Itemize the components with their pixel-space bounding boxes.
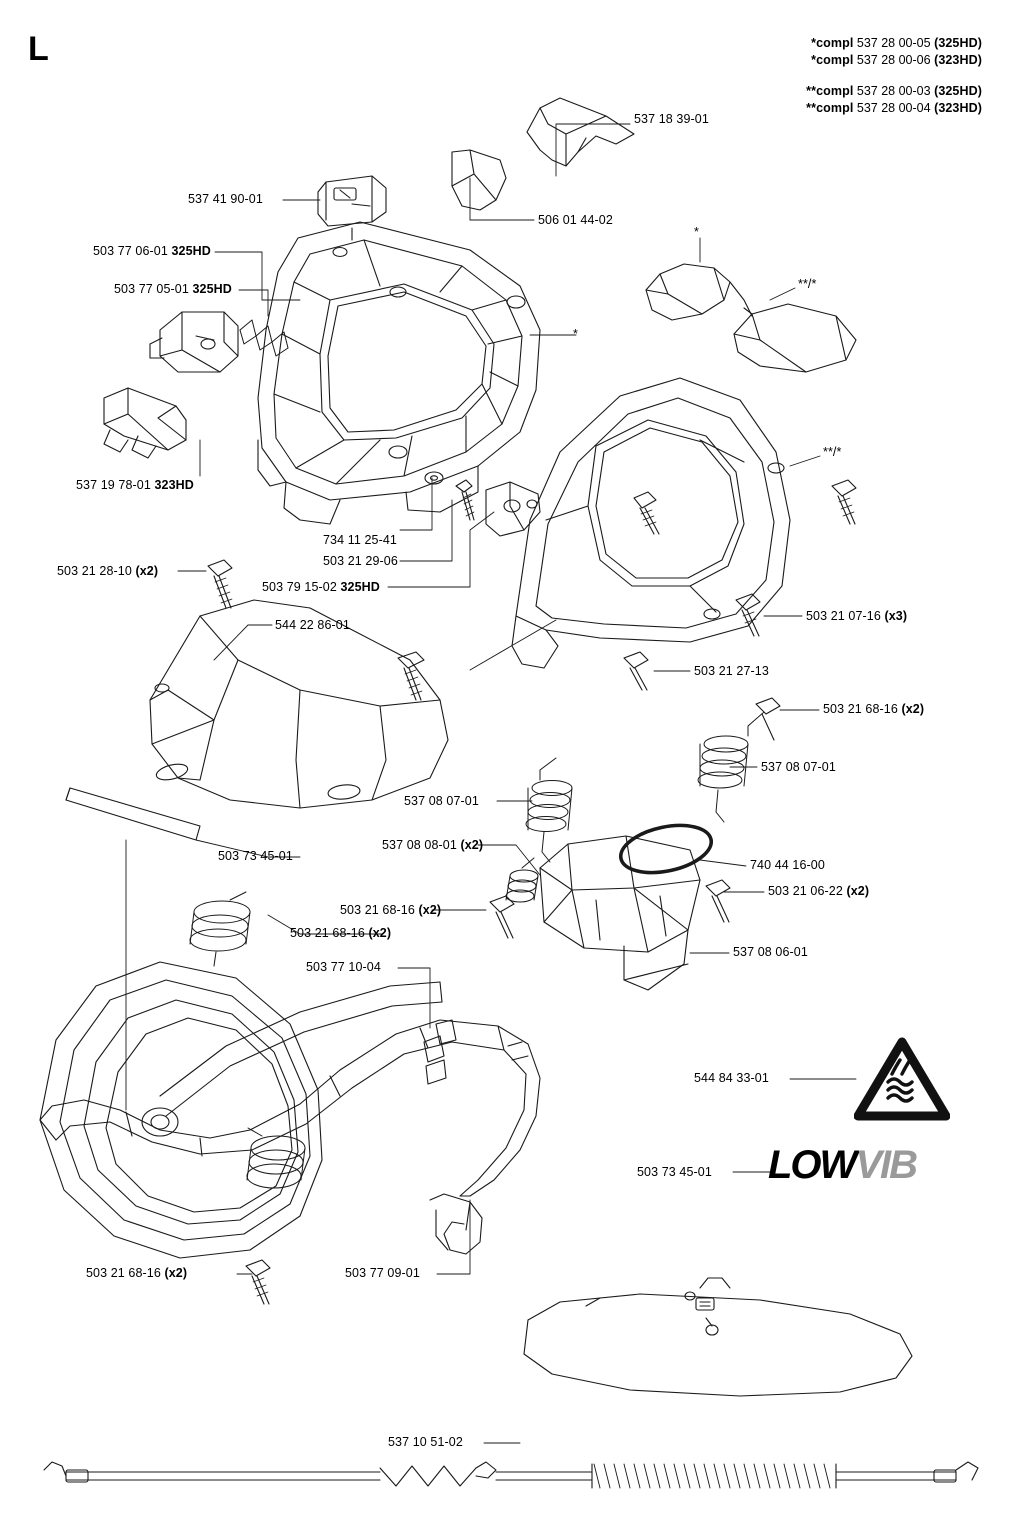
part-label-503-21-28-10: 503 21 28-10 (x2): [57, 564, 159, 578]
hot-surface-warning-decal: [854, 1036, 950, 1122]
annotation-asterisk-3: **/*: [798, 277, 817, 291]
part-label-503-77-09-01: 503 77 09-01: [345, 1266, 420, 1280]
part-label-503-73-45-01-decal: 503 73 45-01: [218, 849, 293, 863]
header-model-1: (325HD): [934, 36, 982, 50]
part-label-503-79-15-02: 503 79 15-02 325HD: [262, 580, 380, 594]
header-line-1: [811, 36, 982, 50]
header-line-3: [806, 84, 982, 98]
lowvib-decal: [768, 1143, 958, 1187]
part-label-503-77-05-01: 503 77 05-01 325HD: [114, 282, 232, 296]
annotation-asterisk-4: **/*: [823, 445, 842, 459]
header-prefix-4: **compl: [806, 101, 854, 115]
part-label-537-08-07-01-right: 537 08 07-01: [761, 760, 836, 774]
header-number-2: 537 28 00-06: [856, 53, 931, 67]
header-model-2: (323HD): [934, 53, 982, 67]
part-label-503-21-27-13: 503 21 27-13: [694, 664, 769, 678]
part-label-503-21-07-16: 503 21 07-16 (x3): [806, 609, 908, 623]
annotation-asterisk-2: *: [694, 225, 699, 239]
part-label-544-22-86-01: 544 22 86-01: [275, 618, 350, 632]
header-model-4: (323HD): [934, 101, 982, 115]
part-label-503-21-06-22: 503 21 06-22 (x2): [768, 884, 870, 898]
part-label-537-08-06-01: 537 08 06-01: [733, 945, 808, 959]
part-label-537-41-90-01: 537 41 90-01: [188, 192, 263, 206]
header-line-4: [806, 101, 982, 115]
header-number-3: 537 28 00-03: [856, 84, 931, 98]
part-label-503-77-06-01: 503 77 06-01 325HD: [93, 244, 211, 258]
part-label-544-84-33-01: 544 84 33-01: [694, 1071, 769, 1085]
section-letter: L: [28, 30, 49, 68]
part-label-537-10-51-02: 537 10 51-02: [388, 1435, 463, 1449]
part-label-503-73-45-01-lowvib: 503 73 45-01: [637, 1165, 712, 1179]
annotation-asterisk-1: *: [573, 327, 578, 341]
header-prefix-1: *compl: [811, 36, 854, 50]
part-label-506-01-44-02: 506 01 44-02: [538, 213, 613, 227]
part-label-537-08-08-01: 537 08 08-01 (x2): [382, 838, 484, 852]
header-line-2: [811, 53, 982, 67]
part-label-503-21-29-06: 503 21 29-06: [323, 554, 398, 568]
lowvib-low-text: LOW: [768, 1143, 856, 1187]
part-label-503-21-68-16-c: 503 21 68-16 (x2): [290, 926, 392, 940]
part-label-503-21-68-16-d: 503 21 68-16 (x2): [86, 1266, 188, 1280]
header-prefix-3: **compl: [806, 84, 854, 98]
header-number-4: 537 28 00-04: [856, 101, 931, 115]
part-label-503-21-68-16-b: 503 21 68-16 (x2): [340, 903, 442, 917]
lowvib-vib-text: VIB: [855, 1143, 916, 1187]
header-number-1: 537 28 00-05: [856, 36, 931, 50]
part-label-537-19-78-01: 537 19 78-01 323HD: [76, 478, 194, 492]
part-label-740-44-16-00: 740 44 16-00: [750, 858, 825, 872]
part-label-734-11-25-41: 734 11 25-41: [323, 533, 397, 547]
part-label-503-77-10-04: 503 77 10-04: [306, 960, 381, 974]
part-label-503-21-68-16-a: 503 21 68-16 (x2): [823, 702, 925, 716]
header-model-3: (325HD): [934, 84, 982, 98]
header-prefix-2: *compl: [811, 53, 854, 67]
part-label-537-18-39-01: 537 18 39-01: [634, 112, 709, 126]
part-label-537-08-07-01-left: 537 08 07-01: [404, 794, 479, 808]
